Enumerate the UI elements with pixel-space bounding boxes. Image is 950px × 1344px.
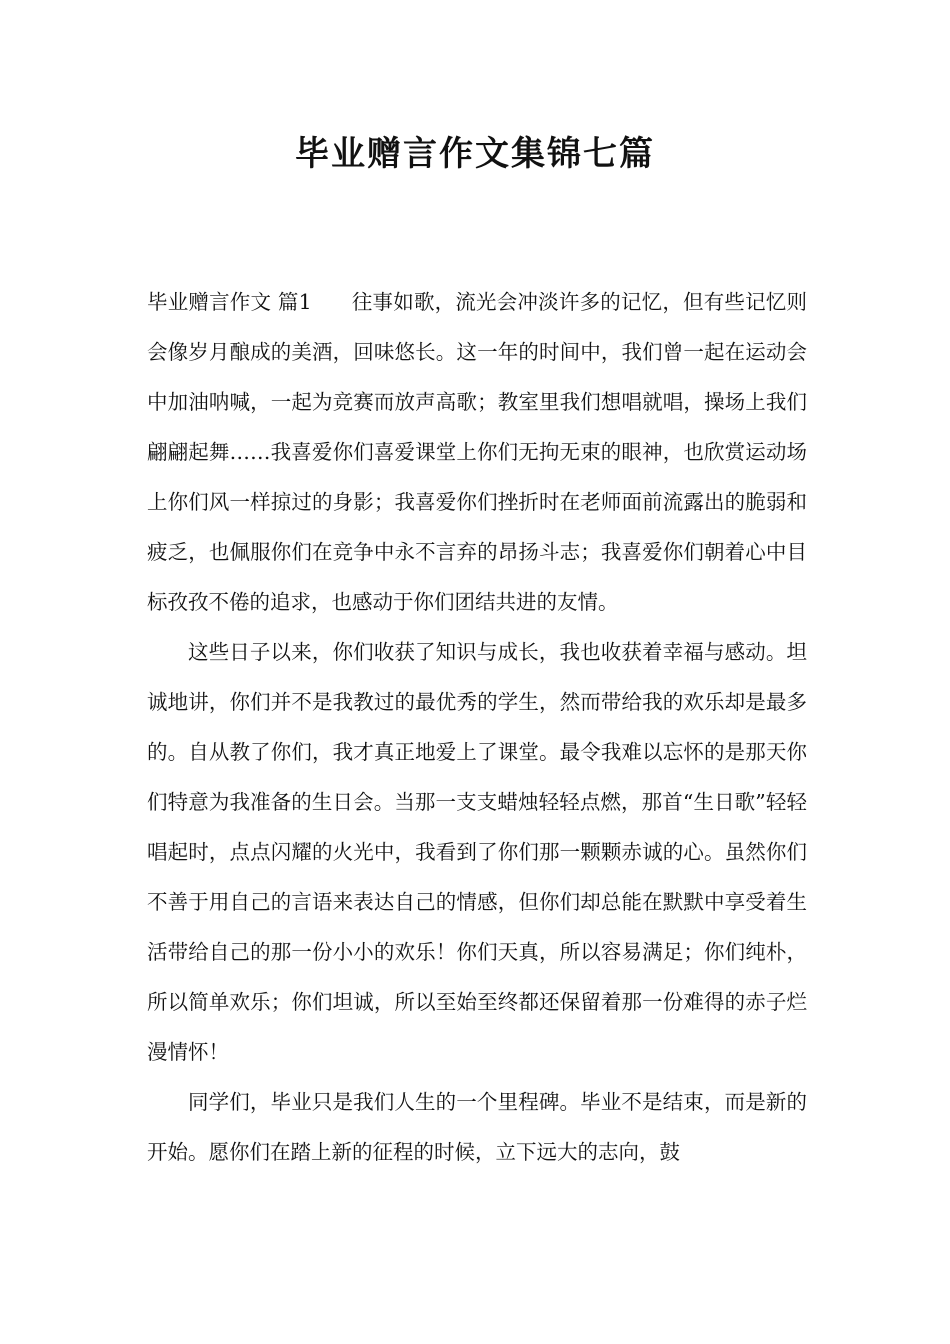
document-title: 毕业赠言作文集锦七篇 — [295, 134, 655, 174]
paragraph-1 — [147, 277, 807, 627]
paragraph-1-text: 往事如歌，流光会冲淡许多的记忆，但有些记忆则会像岁月酿成的美酒，回味悠长。这一年的时间中，我们曾一起在运动会中加油呐喊，一起为竞赛而放声高歌；教室里我们想唱就唱，操场上我们翩翩起舞……我喜爱你们喜爱课堂上你们无拘无束的眼神，也欣赏运动场上你们风一样掠过的身影；我喜爱你们挫折时在老师面前流露出的脆弱和疲乏，也佩服你们在竞争中永不言弃的昂扬斗志；我喜爱你们朝着心中目标孜孜不倦的追求，也感动于你们团结共进的友情。 — [147, 290, 808, 614]
paragraph-3: 同学们，毕业只是我们人生的一个里程碑。毕业不是结束，而是新的开始。愿你们在踏上新的征程的时候，立下远大的志向，鼓 — [147, 1090, 807, 1164]
document-body — [147, 277, 807, 1177]
section-label: 毕业赠言作文 篇1 — [147, 290, 312, 314]
paragraph-2: 这些日子以来，你们收获了知识与成长，我也收获着幸福与感动。坦诚地讲，你们并不是我教过的最优秀的学生，然而带给我的欢乐却是最多的。自从教了你们，我才真正地爱上了课堂。最令我难以忘怀的是那天你们特意为我准备的生日会。当那一支支蜡烛轻轻点燃，那首“生日歌”轻轻唱起时，点点闪耀的火光中，我看到了你们那一颗颗赤诚的心。虽然你们不善于用自己的言语来表达自己的情感，但你们却总能在默默中享受着生活带给自己的那一份小小的欢乐！你们天真，所以容易满足；你们纯朴，所以简单欢乐；你们坦诚，所以至始至终都还保留着那一份难得的赤子烂漫情怀！ — [147, 640, 807, 1064]
